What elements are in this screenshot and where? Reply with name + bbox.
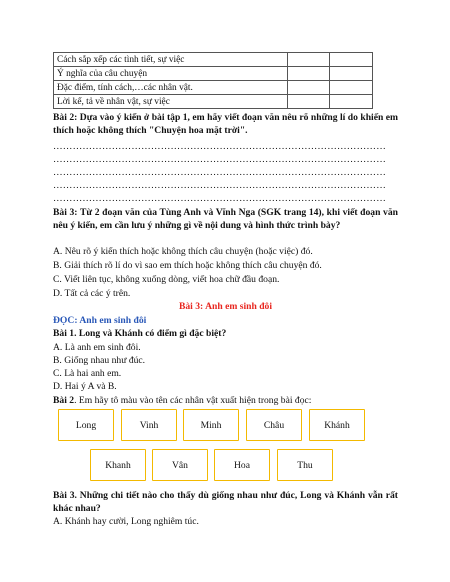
criteria-cell: Cách sắp xếp các tình tiết, sự việc bbox=[54, 53, 288, 67]
b2-question bbox=[53, 394, 398, 407]
empty-cell bbox=[287, 67, 330, 81]
b3-option-a: A. Khánh hay cười, Long nghiêm túc. bbox=[53, 516, 199, 527]
character-name-box[interactable]: Minh bbox=[183, 409, 239, 441]
character-name-box[interactable]: Châu bbox=[246, 409, 302, 441]
option-d: D. Tất cả các ý trên. bbox=[53, 288, 131, 299]
b3-question bbox=[53, 489, 398, 515]
criteria-table bbox=[53, 52, 373, 109]
b3-label: Bài 3 bbox=[53, 490, 75, 501]
empty-cell bbox=[287, 81, 330, 95]
b1-option-a: A. Là anh em sinh đôi. bbox=[53, 342, 141, 353]
table-row bbox=[54, 53, 373, 67]
b1-text: . Long và Khánh có điểm gì đặc biệt? bbox=[74, 328, 227, 339]
b1-option-d: D. Hai ý A và B. bbox=[53, 381, 117, 392]
b1-question bbox=[53, 327, 398, 340]
empty-cell bbox=[330, 95, 373, 109]
b3-text: . Những chi tiết nào cho thấy dù giống nhau như đúc, Long và Khánh vẫn rất khác nhau? bbox=[53, 490, 398, 514]
exercise-2-text: Dựa vào ý kiến ở bài tập 1, em hãy viết đoạn văn nêu rõ những lí do khiến em thích hoặc không thích "Chuyện hoa mặt trời". bbox=[53, 112, 399, 136]
answer-dotted-line: ………………………………………………………………………………………… bbox=[53, 154, 386, 165]
table-row bbox=[54, 95, 373, 109]
character-name-box[interactable]: Khanh bbox=[90, 449, 146, 481]
b2-text: . Em hãy tô màu vào tên các nhân vật xuất hiện trong bài đọc: bbox=[74, 395, 312, 406]
option-c: C. Viết liên tục, không xuống dòng, viết hoa chữ đầu đoạn. bbox=[53, 274, 280, 285]
empty-cell bbox=[330, 81, 373, 95]
character-name-box[interactable]: Khánh bbox=[309, 409, 365, 441]
empty-cell bbox=[330, 53, 373, 67]
exercise-2-prompt bbox=[53, 111, 398, 137]
character-name-box[interactable]: Long bbox=[58, 409, 114, 441]
option-b: B. Giải thích rõ lí do vì sao em thích hoặc không thích câu chuyện đó. bbox=[53, 260, 322, 271]
answer-dotted-line: ………………………………………………………………………………………… bbox=[53, 167, 386, 178]
character-name-box[interactable]: Hoa bbox=[214, 449, 270, 481]
b2-label: Bài 2 bbox=[53, 395, 75, 406]
character-name-box[interactable]: Thu bbox=[277, 449, 333, 481]
answer-dotted-line: ………………………………………………………………………………………… bbox=[53, 180, 386, 191]
b1-option-c: C. Là hai anh em. bbox=[53, 368, 122, 379]
option-a: A. Nêu rõ ý kiến thích hoặc không thích câu chuyện (hoặc việc) đó. bbox=[53, 246, 313, 257]
exercise-2-label: Bài 2: bbox=[53, 112, 80, 123]
criteria-cell: Ý nghĩa của câu chuyện bbox=[54, 67, 288, 81]
empty-cell bbox=[287, 95, 330, 109]
answer-dotted-line: ………………………………………………………………………………………… bbox=[53, 193, 386, 204]
b1-option-b: B. Giống nhau như đúc. bbox=[53, 355, 146, 366]
table-row bbox=[54, 81, 373, 95]
table-row bbox=[54, 67, 373, 81]
b1-label: Bài 1 bbox=[53, 328, 75, 339]
lesson-title: Bài 3: Anh em sinh đôi bbox=[178, 301, 273, 312]
character-name-box[interactable]: Vân bbox=[152, 449, 208, 481]
criteria-cell: Lời kể, tả về nhân vật, sự việc bbox=[54, 95, 288, 109]
empty-cell bbox=[287, 53, 330, 67]
reading-heading: ĐỌC: Anh em sinh đôi bbox=[53, 315, 147, 326]
empty-cell bbox=[330, 67, 373, 81]
character-name-box[interactable]: Vinh bbox=[121, 409, 177, 441]
answer-dotted-line: ………………………………………………………………………………………… bbox=[53, 141, 386, 152]
exercise-3-prompt: Bài 3: Từ 2 đoạn văn của Tùng Anh và Vĩnh Nga (SGK trang 14), khi viết đoạn văn nêu ý kiến, em cần lưu ý những gì về nội dung và hình thức trình bày? bbox=[53, 207, 398, 231]
criteria-cell: Đặc điểm, tính cách,…các nhân vật. bbox=[54, 81, 288, 95]
